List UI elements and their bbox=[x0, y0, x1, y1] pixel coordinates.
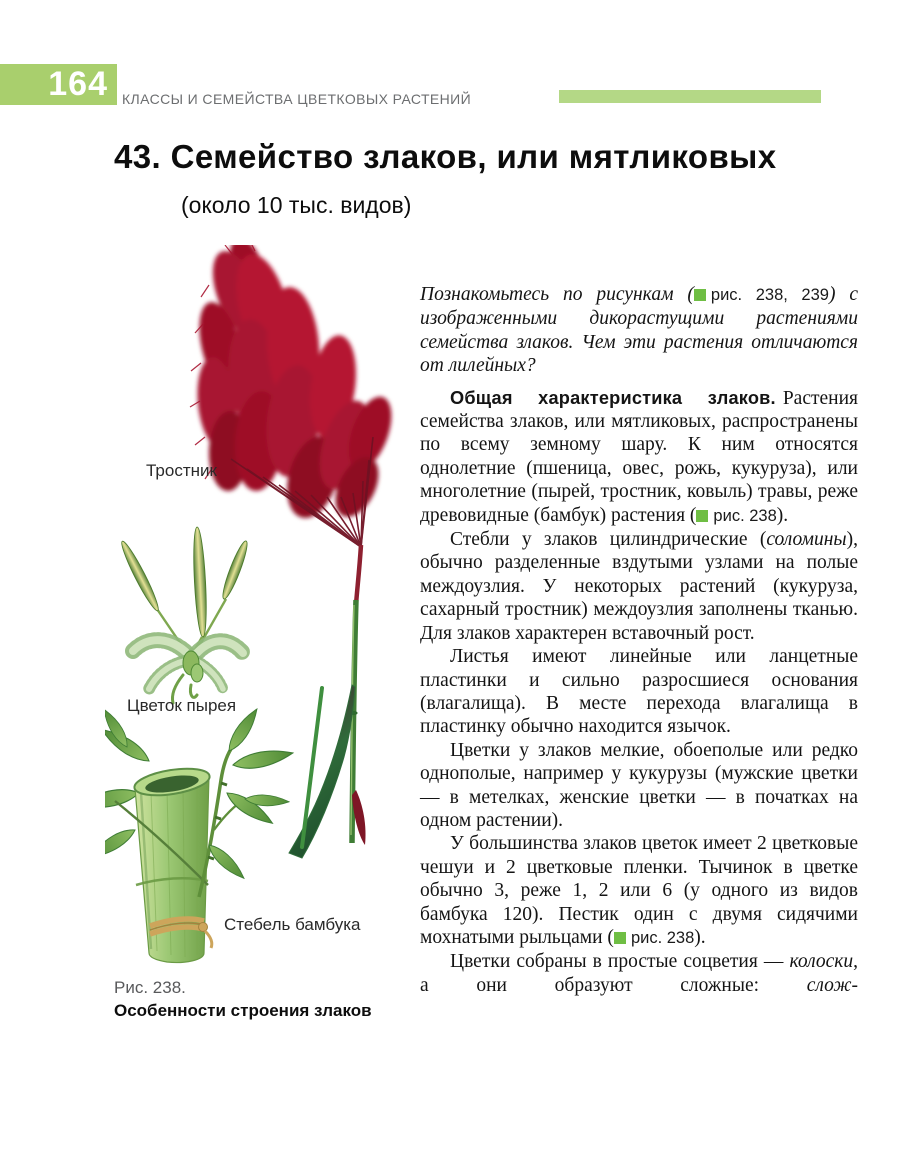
figure-caption-title: Особенности строения злаков bbox=[114, 1001, 372, 1021]
wheatgrass-flower-illustration bbox=[118, 527, 251, 703]
figure-reference bbox=[614, 929, 694, 947]
label-bamboo-stem: Стебель бамбука bbox=[224, 915, 361, 934]
paragraph-body: ), обычно разделенные вздутыми узлами на полые междоузлия. У некоторых растений (кукуруза, сахарный тростник) междоузлия заполнены тканью. Для злаков характерен вставочный рост. bbox=[420, 529, 858, 644]
paragraph-inflorescence bbox=[420, 950, 858, 997]
running-head: КЛАССЫ И СЕМЕЙСТВА ЦВЕТКОВЫХ РАСТЕНИЙ bbox=[122, 91, 472, 107]
figure-reference bbox=[694, 286, 829, 304]
intro-text: Познакомьтесь по рисункам ( bbox=[420, 284, 694, 305]
section-subtitle: (около 10 тыс. видов) bbox=[181, 192, 412, 218]
text-column bbox=[420, 283, 858, 997]
figure-reference bbox=[696, 507, 776, 525]
paragraph-general-characteristics bbox=[420, 387, 858, 528]
figure-ref-text: рис. 238, 239 bbox=[710, 286, 829, 304]
paragraph-flowers: Цветки у злаков мелкие, обоеполые или редко однополые, например у кукурузы (мужские цветки — в метелках, женские цветки — в початках на одном растении). bbox=[420, 739, 858, 831]
paragraph-flower-parts bbox=[420, 832, 858, 950]
figure-ref-square-icon bbox=[696, 510, 708, 522]
reed-illustration bbox=[190, 245, 400, 858]
header-green-bar bbox=[559, 90, 821, 103]
figure-caption bbox=[114, 977, 424, 1022]
figure-ref-text: рис. 238 bbox=[630, 928, 695, 947]
paragraph-body: Растения семейства злаков, или мятликовых, распространены по всему земному шару. К ним относятся однолетние (пшеница, овес, рожь, кукуруза), или многолетние (пырей, тростник, ковыль) травы, реже древовидные (бамбук) растения ( bbox=[420, 387, 858, 526]
paragraph-close: ). bbox=[694, 926, 706, 948]
intro-text-continued: ) с изображенными дикорастущими растениями семейства злаков. Чем эти растения отличаются от лилейных? bbox=[420, 284, 858, 377]
paragraph-body: Стебли у злаков цилиндрические ( bbox=[450, 529, 767, 551]
term-solomina: соломины bbox=[766, 529, 847, 551]
section-title: 43. Семейство злаков, или мятликовых bbox=[114, 138, 777, 175]
paragraph-intro-question bbox=[420, 283, 858, 378]
figure-caption-number: Рис. 238. bbox=[114, 978, 186, 997]
figure-ref-square-icon bbox=[614, 932, 626, 944]
paragraph-close: ). bbox=[776, 504, 789, 526]
figure-ref-text: рис. 238 bbox=[713, 506, 777, 525]
page-number-block bbox=[0, 64, 117, 105]
label-reed: Тростник bbox=[146, 461, 217, 480]
page-number: 164 bbox=[48, 65, 108, 103]
paragraph-body: У большинства злаков цветок имеет 2 цветковые чешуи и 2 цветковые пленки. Тычинок в цветке обычно 3, реже 1, 2 или 6 (у одного из видов бамбука 120). Пестик один с двумя сидячими мохнатыми рыльцами ( bbox=[420, 833, 858, 948]
figure-ref-square-icon bbox=[694, 289, 706, 301]
paragraph-lead: Общая характеристика злаков. bbox=[450, 387, 776, 408]
term-slozh-hyphenated: слож- bbox=[806, 974, 858, 996]
paragraph-body: , а они образуют сложные: bbox=[420, 951, 858, 996]
figure-illustration bbox=[105, 245, 415, 975]
paragraph-stems bbox=[420, 528, 858, 645]
paragraph-leaves: Листья имеют линейные или ланцетные пластинки и сильно разросшиеся основания (влагалища). В месте перехода влагалища в пластинку обычно находится язычок. bbox=[420, 646, 858, 738]
term-koloski: колоски bbox=[789, 951, 854, 973]
label-wheatgrass-flower: Цветок пырея bbox=[127, 696, 237, 715]
paragraph-body: Цветки собраны в простые соцветия — bbox=[450, 951, 790, 973]
